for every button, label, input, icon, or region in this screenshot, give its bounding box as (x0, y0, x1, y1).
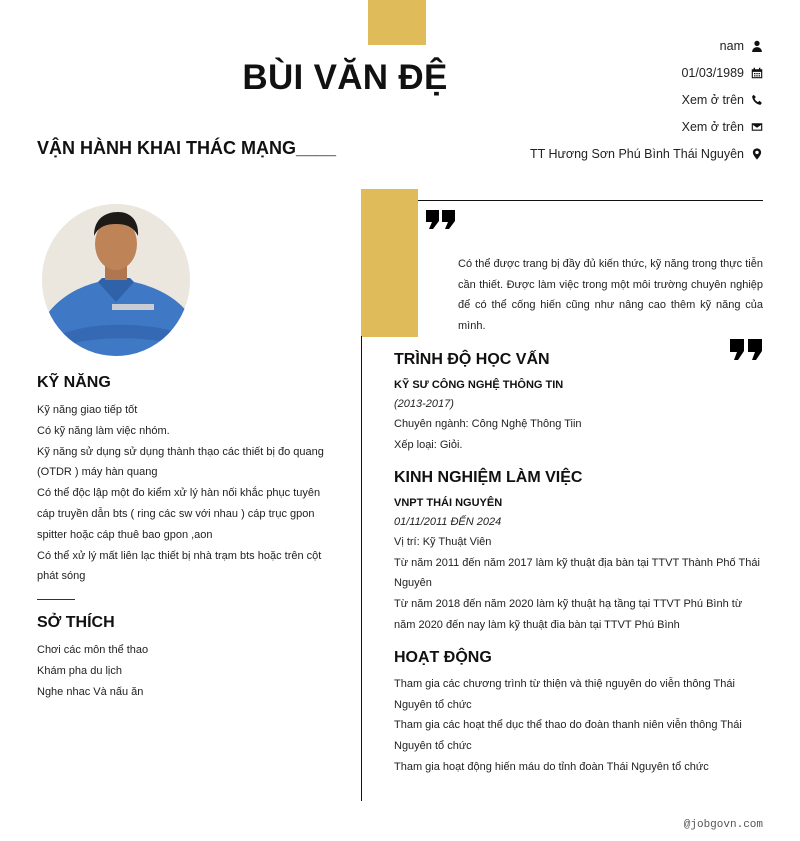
education-period: (2013-2017) (394, 398, 454, 410)
education-degree: KỸ SƯ CÔNG NGHỆ THÔNG TIN (394, 379, 564, 391)
experience-detail: Từ năm 2018 đến năm 2020 làm kỹ thuật hạ tầng tại TTVT Phú Bình từ năm 2020 đến nay làm kỹ thuật đia bàn tại TTVT Phú Bình (394, 597, 743, 631)
gender-value: nam (719, 38, 744, 53)
profile-photo (42, 204, 190, 356)
contact-email (530, 113, 763, 140)
skill-item: Có thể độc lập một đo kiểm xử lý hàn nối khắc phục tuyên cáp truyền dẫn bts ( ring các sw với nhau ) cáp trục gpon spitter hoặc cáp thuê bao gpon ,aon (37, 487, 321, 541)
skill-item: Có thể xử lý mất liên lạc thiết bị nhà trạm bts hoặc trên cột phát sóng (37, 549, 322, 583)
hobby-item: Khám pha du lịch (37, 664, 122, 677)
activity-item: Tham gia các chương trình từ thiện và thiệ nguyên do viễn thông Thái Nguyên tổ chức (394, 678, 735, 711)
skills-title: KỸ NĂNG (37, 374, 111, 391)
education-title: TRÌNH ĐỘ HỌC VẤN (394, 351, 550, 368)
calendar-icon (751, 67, 763, 79)
email-value: Xem ở trên (681, 119, 744, 134)
column-divider (361, 336, 362, 801)
activity-item: Tham gia hoạt động hiến máu do tỉnh đoàn Thái Nguyên tổ chức (394, 760, 709, 773)
accent-block-objective (361, 189, 418, 337)
hobbies-title: SỞ THÍCH (37, 614, 115, 632)
experience-position: Vị trí: Kỹ Thuật Viên (394, 536, 492, 549)
education-section (394, 351, 764, 455)
education-grade: Xếp loại: Giỏi. (394, 438, 463, 451)
watermark: @jobgovn.com (683, 819, 763, 831)
career-objective: Có thể được trang bị đầy đủ kiến thức, kỹ năng trong thực tiễn cần thiết. Được làm việc trong một môi trường chuyên nghiệp để có thể cống hiến cũng như nâng cao thêm kỹ năng của mình. (458, 258, 763, 332)
contact-gender (530, 32, 763, 59)
birthday-value: 01/03/1989 (681, 65, 744, 80)
accent-block-top (368, 0, 426, 45)
user-icon (751, 40, 763, 52)
activities-title: HOẠT ĐỘNG (394, 649, 492, 667)
phone-icon (751, 94, 763, 106)
hobbies-list (37, 640, 332, 702)
activities-section (394, 649, 764, 777)
skill-item: Kỹ năng sử dụng sử dụng thành thạo các thiết bị đo quang (OTDR ) máy hàn quang (37, 445, 324, 479)
envelope-icon (751, 121, 763, 133)
contact-birthday (530, 59, 763, 86)
skill-item: Có kỹ năng làm việc nhóm. (37, 424, 170, 437)
skill-item: Kỹ năng giao tiếp tốt (37, 404, 138, 416)
contact-phone (530, 86, 763, 113)
experience-detail: Từ năm 2011 đến năm 2017 làm kỹ thuật địa bàn tại TTVT Thành Phố Thái Nguyên (394, 556, 760, 590)
contact-info (530, 32, 763, 167)
objective-top-rule (418, 200, 763, 201)
experience-company: VNPT THÁI NGUYÊN (394, 497, 503, 510)
section-divider (37, 599, 75, 600)
hobby-item: Nghe nhac Và nấu ăn (37, 685, 144, 698)
experience-period: 01/11/2011 ĐẾN 2024 (394, 516, 502, 529)
quote-open-icon (426, 210, 456, 235)
experience-section (394, 469, 764, 635)
candidate-name: BÙI VĂN ĐỆ (242, 58, 448, 97)
right-column (394, 351, 764, 791)
address-value: TT Hương Sơn Phú Bình Thái Nguyên (530, 146, 744, 161)
contact-address (530, 140, 763, 167)
skills-list (37, 400, 332, 587)
education-major: Chuyên ngành: Công Nghệ Thông Tiin (394, 418, 582, 430)
hobby-item: Chơi các môn thể thao (37, 644, 149, 657)
activity-item: Tham gia các hoạt thể dục thể thao do đoàn thanh niên viễn thông Thái Nguyên tổ chức (394, 719, 742, 752)
phone-value: Xem ở trên (681, 92, 744, 107)
experience-title: KINH NGHIỆM LÀM VIỆC (394, 469, 583, 487)
map-marker-icon (751, 148, 763, 160)
job-title: VẬN HÀNH KHAI THÁC MẠNG____ (37, 138, 337, 158)
left-column (37, 374, 332, 703)
